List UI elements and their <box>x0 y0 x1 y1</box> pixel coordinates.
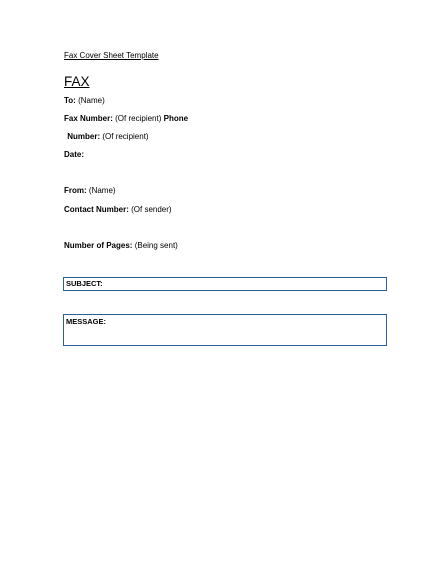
phone-label: Phone <box>163 114 189 123</box>
fax-number-value: (Of recipient) <box>115 114 162 123</box>
pages-field <box>64 241 178 250</box>
contact-number-field <box>64 205 172 214</box>
phone-number-label: Number: <box>67 132 101 141</box>
from-field <box>64 186 116 195</box>
from-value: (Name) <box>88 186 116 195</box>
from-label: From: <box>64 186 87 195</box>
message-box[interactable] <box>63 314 387 346</box>
document-title: Fax Cover Sheet Template <box>64 51 159 60</box>
contact-number-label: Contact Number: <box>64 205 129 214</box>
date-field <box>64 150 84 159</box>
contact-number-value: (Of sender) <box>131 205 172 214</box>
to-field <box>64 96 105 105</box>
message-label: MESSAGE: <box>66 317 107 326</box>
subject-box[interactable] <box>63 277 387 291</box>
fax-number-field <box>64 114 188 123</box>
to-label: To: <box>64 96 76 105</box>
phone-number-field <box>64 132 149 141</box>
pages-label: Number of Pages: <box>64 241 133 250</box>
phone-number-value: (Of recipient) <box>102 132 149 141</box>
fax-number-label: Fax Number: <box>64 114 113 123</box>
subject-label: SUBJECT: <box>66 279 103 288</box>
to-value: (Name) <box>78 96 105 105</box>
date-label: Date: <box>64 150 85 159</box>
fax-heading: FAX <box>64 74 90 89</box>
pages-value: (Being sent) <box>134 241 178 250</box>
